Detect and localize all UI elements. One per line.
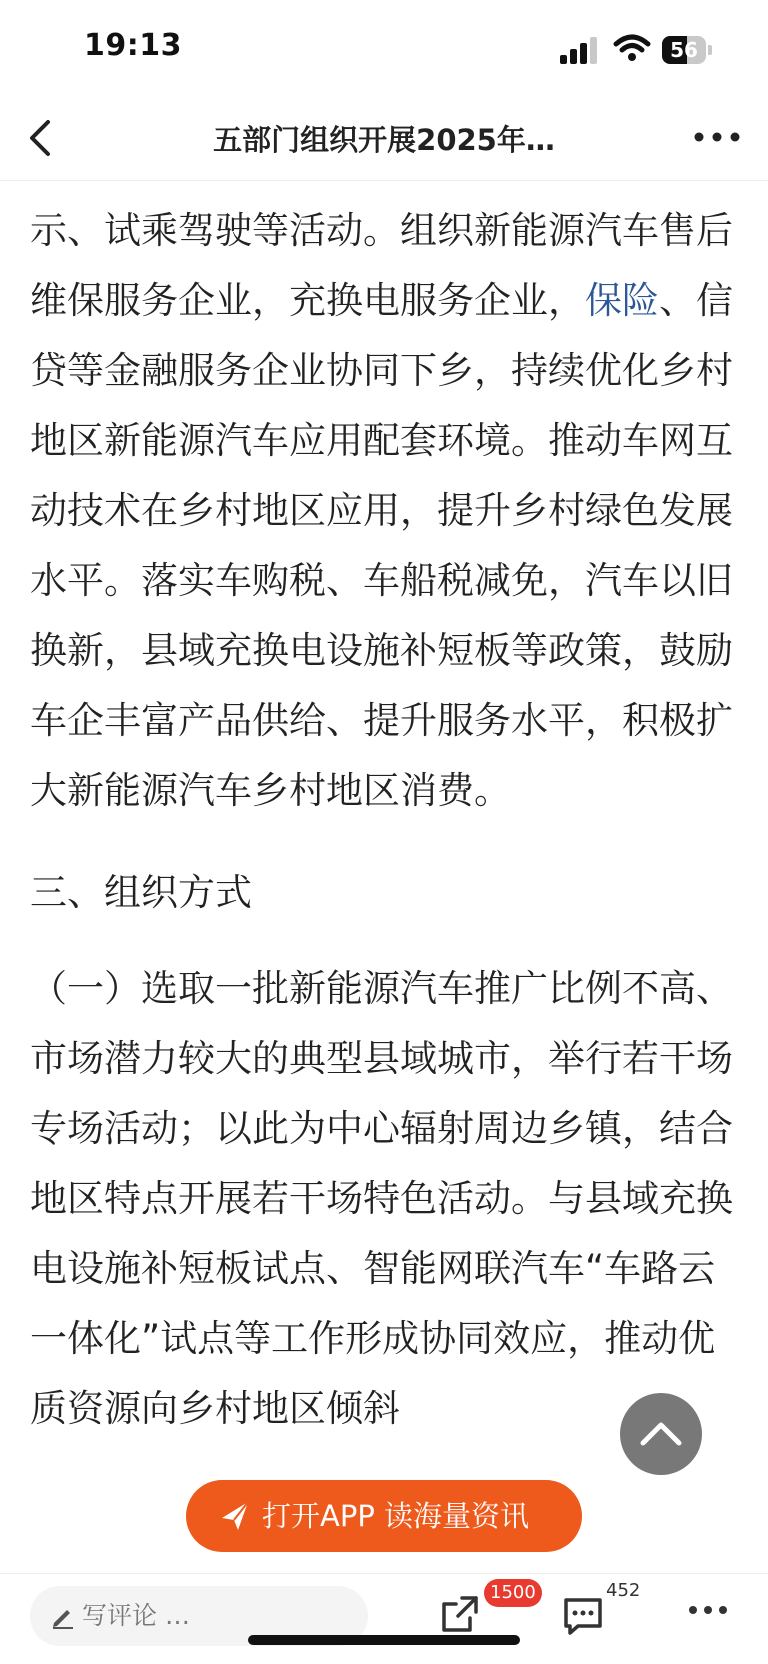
paragraph-text: 、信贷等金融服务企业协同下乡，持续优化乡村地区新能源汽车应用配套环境。推动车网互动技术在乡村地区应用，提升乡村绿色发展水平。落实车购税、车船税减免，汽车以旧换新，县域充换电设施补短板等政策，鼓励车企丰富产品供给、提升服务水平，积极扩大新能源汽车乡村地区消费。 [30, 279, 733, 812]
comment-icon[interactable] [562, 1596, 604, 1636]
page-title: 五部门组织开展2025年… [213, 123, 555, 157]
article-paragraph: （一）选取一批新能源汽车推广比例不高、市场潜力较大的典型县域城市，举行若干场专场活动；以此为中心辐射周边乡镇，结合地区特点开展若干场特色活动。与县域充换电设施补短板试点、智能网联汽车“车路云一体化”试点等工作形成协同效应，推动优质资源向乡村地区倾斜 [30, 967, 733, 1430]
more-horizontal-icon[interactable] [692, 122, 742, 152]
section-heading: 三、组织方式 [30, 871, 252, 914]
comment-placeholder: 写评论 … [82, 1601, 190, 1630]
nav-bar [0, 96, 768, 181]
chevron-left-icon[interactable] [22, 116, 62, 160]
article-body [0, 180, 768, 1573]
open-app-button[interactable] [186, 1480, 582, 1552]
app-logo-icon [218, 1498, 254, 1534]
insurance-link[interactable]: 保险 [585, 279, 659, 322]
share-icon[interactable] [440, 1594, 480, 1634]
battery-percent: 56 [670, 38, 698, 62]
wifi-icon [612, 32, 652, 64]
comment-count: 452 [606, 1580, 641, 1601]
open-app-label: 打开APP 读海量资讯 [262, 1499, 530, 1533]
pencil-icon [50, 1603, 76, 1629]
status-bar [0, 0, 768, 96]
cellular-signal-icon [560, 36, 600, 64]
scroll-to-top-button[interactable] [620, 1393, 702, 1475]
more-horizontal-icon[interactable] [688, 1604, 728, 1616]
battery-icon [662, 36, 712, 64]
share-count-badge: 1500 [484, 1579, 542, 1607]
home-indicator [248, 1635, 520, 1645]
bottom-toolbar [0, 1573, 768, 1664]
paragraph-text: 示、试乘驾驶等活动。组织新能源汽车售后维保服务企业，充换电服务企业， [30, 209, 733, 322]
status-time: 19:13 [84, 28, 182, 63]
article-paragraph [30, 196, 740, 826]
chevron-up-icon [637, 1413, 685, 1453]
